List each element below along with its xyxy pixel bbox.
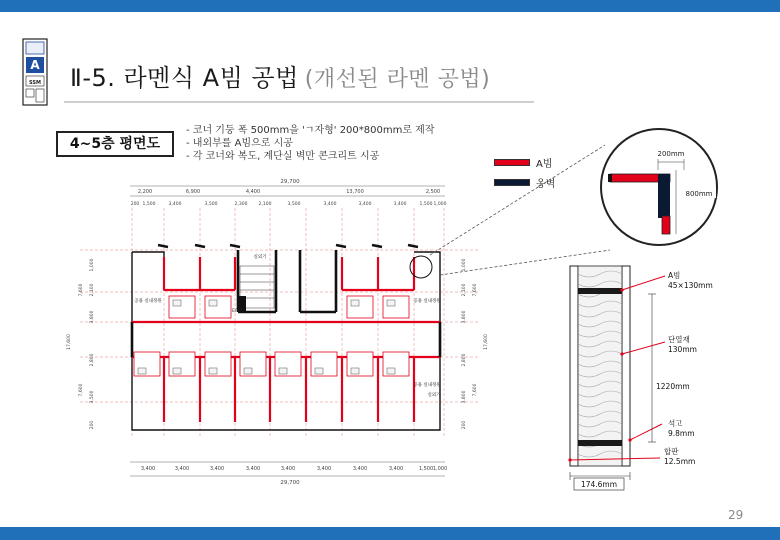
- dim-label: 3,400: [393, 202, 407, 207]
- dim-label: 2,100: [462, 283, 467, 297]
- title-sub: (개선된 라멘 공법): [304, 67, 491, 92]
- page-title: [70, 58, 490, 93]
- outer-walls: [132, 252, 440, 430]
- dim-label: 3,400: [352, 466, 368, 472]
- dim-label: 3,400: [209, 466, 225, 472]
- corner-detail: [598, 126, 720, 248]
- dim-label: 200: [462, 420, 467, 430]
- dim-overall-bottom: 29,700: [280, 480, 300, 486]
- dim-label: 3,400: [140, 466, 156, 472]
- room-label: 공용 실내정원: [134, 299, 162, 304]
- room-label: E/V홀: [232, 309, 244, 314]
- dim-label: 3,800: [462, 390, 467, 404]
- section-label-value: 130mm: [668, 345, 697, 354]
- section-label-name: 합판: [664, 447, 679, 456]
- dim-label: 3,400: [316, 466, 332, 472]
- room-label: 공용 실내정원: [413, 383, 441, 388]
- a-beam-bottom: [578, 440, 622, 446]
- dim-label: 3,400: [388, 466, 404, 472]
- dim-label: 2,200: [137, 189, 153, 195]
- dim-label: 1,000: [433, 202, 447, 207]
- dim-label: 1,500: [419, 202, 433, 207]
- right-dims: [461, 258, 489, 429]
- note-item: - 내외부를 A빔으로 시공: [186, 138, 293, 149]
- legend-label: 옹벽: [536, 178, 556, 190]
- note-item: - 코너 기둥 폭 500mm을 'ㄱ자형' 200*800mm로 제작: [186, 125, 435, 136]
- section-height-label: 1220mm: [656, 382, 690, 391]
- dim-label: 17,600: [484, 334, 489, 350]
- callout-connector: [420, 140, 620, 280]
- section-label-value: 12.5mm: [664, 457, 696, 466]
- logo-letter: A: [30, 58, 40, 72]
- dim-label: 7,600: [473, 283, 478, 297]
- dim-label: 3,800: [90, 310, 95, 324]
- bottom-dims: [141, 466, 447, 472]
- room-label: 실외기: [427, 393, 441, 398]
- dim-label: 2,300: [234, 202, 248, 207]
- title-main: Ⅱ-5. 라멘식 A빔 공법: [70, 64, 299, 92]
- dim-label: 2,800: [90, 353, 95, 367]
- corner-height-label: 800mm: [685, 190, 713, 198]
- section-labels: [664, 270, 713, 466]
- dim-label: 3,400: [280, 466, 296, 472]
- floor-label: 4~5층 평면도: [56, 131, 174, 157]
- dim-label: 3,400: [323, 202, 337, 207]
- dim-label: 7,600: [79, 383, 84, 397]
- note-item: - 각 코너와 복도, 계단실 벽만 콘크리트 시공: [186, 151, 380, 162]
- section-label-value: 9.8mm: [668, 429, 695, 438]
- room-label: 공용 실내정원: [413, 299, 441, 304]
- dim-label: 2,800: [462, 353, 467, 367]
- dim-label: 3,800: [462, 310, 467, 324]
- dim-label: 7,600: [473, 383, 478, 397]
- dim-label: 1,000: [90, 258, 95, 272]
- dim-label: 200: [130, 202, 140, 207]
- left-dims: [66, 258, 95, 429]
- bottom-bar: [0, 527, 780, 540]
- section-width-label: 174.6mm: [580, 480, 618, 489]
- dim-label: 1,500: [418, 466, 434, 472]
- dim-label: 1,500: [142, 202, 156, 207]
- dim-overall-top: 29,700: [280, 179, 300, 185]
- dim-label: 200: [90, 420, 95, 430]
- dim-label: 2,500: [425, 189, 441, 195]
- dim-label: 3,400: [174, 466, 190, 472]
- dim-label: 13,700: [346, 189, 364, 195]
- dim-label: 3,500: [287, 202, 301, 207]
- dim-label: 2,100: [90, 283, 95, 297]
- dim-label: 3,400: [245, 466, 261, 472]
- section-label-name: 단열재: [668, 335, 690, 344]
- notes-list: [186, 124, 435, 163]
- dim-label: 1,000: [462, 258, 467, 272]
- room-label: 실외기: [253, 255, 267, 260]
- page-number: 29: [728, 508, 744, 522]
- legend-label: A빔: [536, 158, 553, 170]
- dim-label: 17,600: [67, 334, 72, 350]
- a-beam-walls: [132, 257, 440, 422]
- logo-icon: [22, 38, 48, 106]
- corner-width-label: 200mm: [657, 150, 685, 158]
- dim-label: 3,400: [168, 202, 182, 207]
- section-label-name: 석고: [668, 419, 683, 428]
- dim-label: 3,500: [204, 202, 218, 207]
- section-label-value: 45×130mm: [668, 281, 713, 290]
- top-dims: [138, 189, 440, 195]
- dim-label: 4,400: [245, 189, 261, 195]
- dim-label: 6,900: [185, 189, 201, 195]
- top-bar: [0, 0, 780, 12]
- a-beam-top: [578, 288, 622, 294]
- section-label-name: A빔: [668, 271, 681, 280]
- dim-label: 7,600: [79, 283, 84, 297]
- title-rule: [64, 101, 534, 103]
- dim-label: 1,000: [432, 466, 448, 472]
- dim-label: 3,400: [358, 202, 372, 207]
- wall-section: [560, 264, 750, 496]
- logo-caption: SSM: [29, 80, 41, 86]
- top-sub-dims: [131, 201, 447, 207]
- dim-label: 2,100: [258, 202, 272, 207]
- dim-label: 3,500: [90, 390, 95, 404]
